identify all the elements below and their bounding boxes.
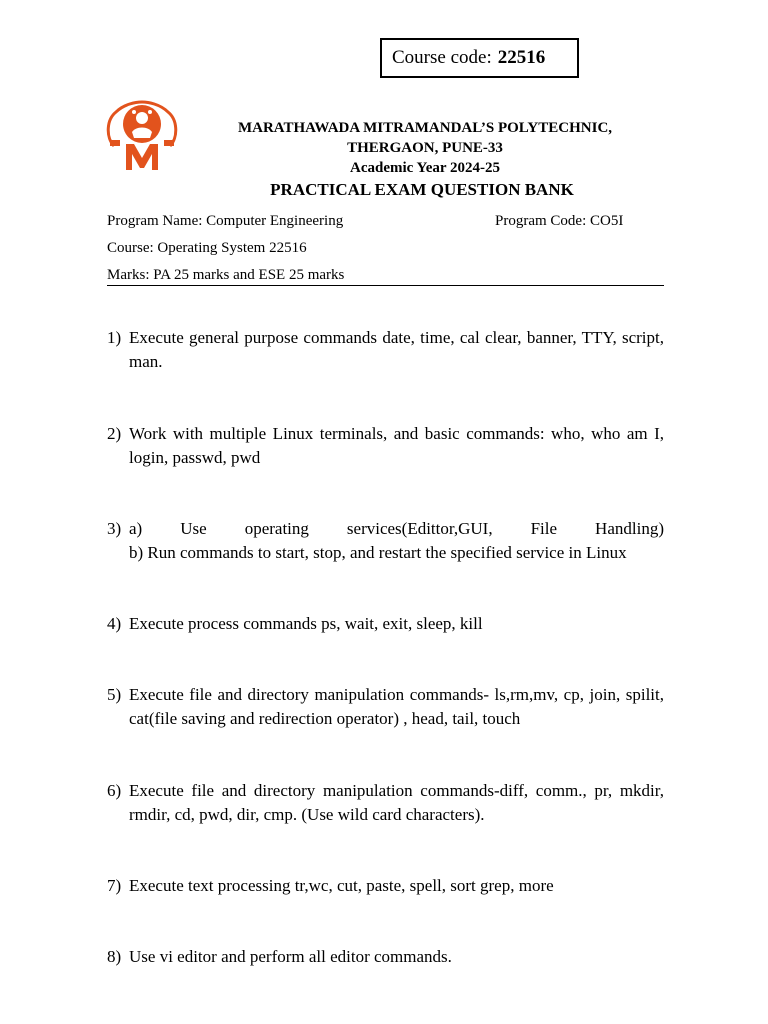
course-code-label: Course code: xyxy=(392,47,492,68)
question-text: Use vi editor and perform all editor commands. xyxy=(129,947,452,966)
question-number: 4) xyxy=(107,614,122,633)
document-title: PRACTICAL EXAM QUESTION BANK xyxy=(270,180,574,199)
question-text: Execute file and directory manipulation commands-diff, comm., pr, mkdir, rmdir, cd, pwd, dir, cmp. (Use wild card characters). xyxy=(129,781,664,824)
question-number: 3) xyxy=(107,519,122,538)
institute-name: MARATHAWADA MITRAMANDAL’S POLYTECHNIC, xyxy=(237,120,613,136)
course-code-value: 22516 xyxy=(497,47,546,68)
question-part-a: a) Use operating services(Edittor,GUI, File Handling) xyxy=(129,519,664,538)
question-item xyxy=(107,517,664,565)
question-text: Execute file and directory manipulation commands- ls,rm,mv, cp, join, spilit, cat(file saving and redirection operator) , head, tail, touch xyxy=(129,685,664,728)
question-text-block xyxy=(129,517,664,565)
marks-info: Marks: PA 25 marks and ESE 25 marks xyxy=(107,267,345,283)
institute-logo xyxy=(104,98,180,172)
question-text: Execute process commands ps, wait, exit, sleep, kill xyxy=(129,614,483,633)
question-item xyxy=(107,683,664,731)
question-item xyxy=(107,779,664,827)
question-item xyxy=(107,874,664,898)
question-number: 1) xyxy=(107,328,122,347)
question-number: 6) xyxy=(107,781,122,800)
question-text: Execute text processing tr,wc, cut, paste, spell, sort grep, more xyxy=(129,876,554,895)
question-number: 2) xyxy=(107,424,122,443)
question-text: Execute general purpose commands date, time, cal clear, banner, TTY, script, man. xyxy=(129,328,664,371)
question-item xyxy=(107,945,664,969)
question-number: 5) xyxy=(107,685,122,704)
program-name: Program Name: Computer Engineering xyxy=(107,213,344,229)
question-item xyxy=(107,326,664,374)
institute-address: THERGAON, PUNE-33 xyxy=(347,140,503,156)
question-item xyxy=(107,422,664,470)
header-divider xyxy=(107,285,664,286)
academic-year: Academic Year 2024-25 xyxy=(350,160,500,176)
question-number: 8) xyxy=(107,947,122,966)
question-item xyxy=(107,612,664,636)
program-code: Program Code: CO5I xyxy=(495,213,624,229)
question-number: 7) xyxy=(107,876,122,895)
course-name: Course: Operating System 22516 xyxy=(107,240,307,256)
question-part-b: b) Run commands to start, stop, and restart the specified service in Linux xyxy=(129,543,627,562)
course-code-box xyxy=(380,38,579,78)
question-text: Work with multiple Linux terminals, and basic commands: who, who am I, login, passwd, pwd xyxy=(129,424,664,467)
